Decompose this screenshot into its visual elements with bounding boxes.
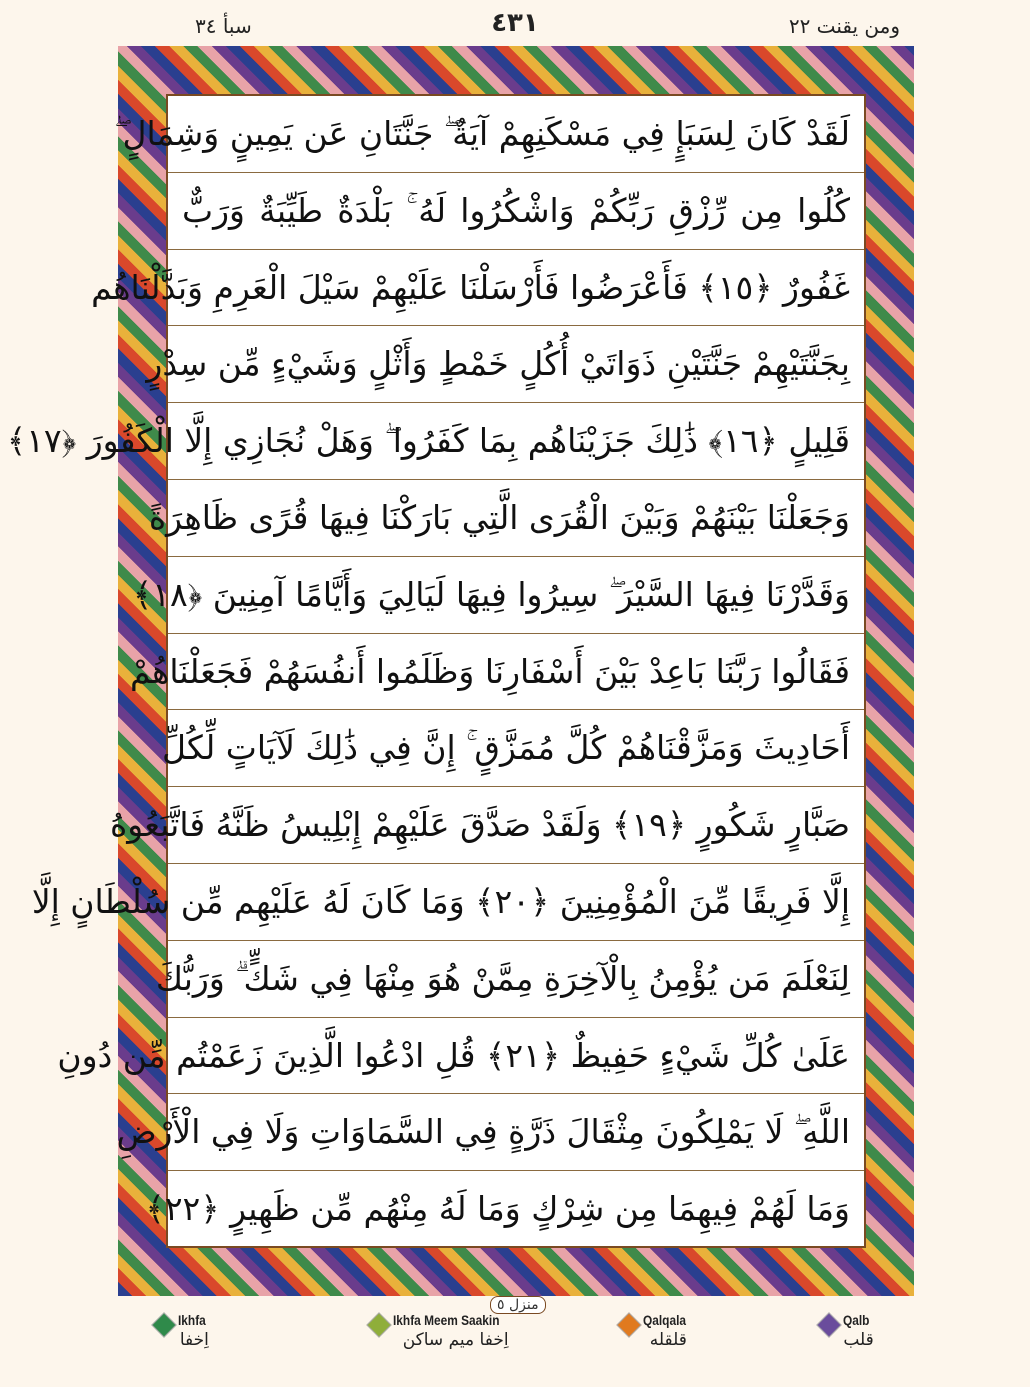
legend-label: Ikhfa <box>178 1312 206 1328</box>
legend-ikhfa-meem-saakin <box>370 1312 518 1350</box>
quran-line: لِنَعْلَمَ مَن يُؤْمِنُ بِالْآخِرَةِ مِمَّنْ هُوَ مِنْهَا فِي شَكٍّ ۗ وَرَبُّكَ <box>168 941 864 1018</box>
legend-label: Qalqala <box>643 1312 687 1328</box>
quran-line: إِلَّا فَرِيقًا مِّنَ الْمُؤْمِنِينَ ﴿٢٠﴾ وَمَا كَانَ لَهُ عَلَيْهِم مِّن سُلْطَانٍ إِلَّا <box>168 864 864 941</box>
quran-line: قَلِيلٍ ﴿١٦﴾ ذَٰلِكَ جَزَيْنَاهُم بِمَا كَفَرُوا ۖ وَهَلْ نُجَازِي إِلَّا الْكَفُورَ ﴿١٧﴾ <box>168 403 864 480</box>
legend-ikhfa <box>155 1312 211 1350</box>
quran-line: عَلَىٰ كُلِّ شَيْءٍ حَفِيظٌ ﴿٢١﴾ قُلِ ادْعُوا الَّذِينَ زَعَمْتُم مِّن دُونِ <box>168 1018 864 1095</box>
legend-label: Qalb <box>843 1312 870 1328</box>
surah-label: سبأ ٣٤ <box>195 14 252 38</box>
diamond-icon <box>616 1312 641 1337</box>
legend-qalqala <box>620 1312 694 1350</box>
legend-label: Ikhfa Meem Saakin <box>393 1312 500 1328</box>
quran-line: غَفُورٌ ﴿١٥﴾ فَأَعْرَضُوا فَأَرْسَلْنَا عَلَيْهِمْ سَيْلَ الْعَرِمِ وَبَدَّلْنَاهُم <box>168 250 864 327</box>
legend-qalb <box>820 1312 874 1350</box>
quran-line: بِجَنَّتَيْهِمْ جَنَّتَيْنِ ذَوَاتَيْ أُكُلٍ خَمْطٍ وَأَثْلٍ وَشَيْءٍ مِّن سِدْرٍ <box>168 326 864 403</box>
quran-line: وَمَا لَهُمْ فِيهِمَا مِن شِرْكٍ وَمَا لَهُ مِنْهُم مِّن ظَهِيرٍ ﴿٢٢﴾ <box>145 1189 850 1229</box>
diamond-icon <box>151 1312 176 1337</box>
legend-arabic: اِخفا <box>179 1330 209 1350</box>
quran-line: أَحَادِيثَ وَمَزَّقْنَاهُمْ كُلَّ مُمَزَّقٍ ۚ إِنَّ فِي ذَٰلِكَ لَآيَاتٍ لِّكُلِّ <box>168 710 864 787</box>
quran-line: فَقَالُوا رَبَّنَا بَاعِدْ بَيْنَ أَسْفَارِنَا وَظَلَمُوا أَنفُسَهُمْ فَجَعَلْنَاهُمْ <box>168 634 864 711</box>
legend-arabic: اِخفا میم ساکن <box>402 1330 509 1350</box>
legend-arabic: قلب <box>843 1330 874 1350</box>
quran-line: صَبَّارٍ شَكُورٍ ﴿١٩﴾ وَلَقَدْ صَدَّقَ عَلَيْهِمْ إِبْلِيسُ ظَنَّهُ فَاتَّبَعُوهُ <box>168 787 864 864</box>
quran-text-area <box>6 94 866 1248</box>
quran-line: اللَّهِ ۖ لَا يَمْلِكُونَ مِثْقَالَ ذَرَّةٍ فِي السَّمَاوَاتِ وَلَا فِي الْأَرْضِ <box>168 1094 864 1171</box>
quran-line: لَقَدْ كَانَ لِسَبَإٍ فِي مَسْكَنِهِمْ آيَةٌ ۖ جَنَّتَانِ عَن يَمِينٍ وَشِمَالٍ ۖ <box>168 96 864 173</box>
quran-line: وَجَعَلْنَا بَيْنَهُمْ وَبَيْنَ الْقُرَى الَّتِي بَارَكْنَا فِيهَا قُرًى ظَاهِرَةً <box>168 480 864 557</box>
quran-line: كُلُوا مِن رِّزْقِ رَبِّكُمْ وَاشْكُرُوا لَهُ ۚ بَلْدَةٌ طَيِّبَةٌ وَرَبٌّ <box>168 173 864 250</box>
legend-arabic: قلقله <box>649 1330 687 1350</box>
quran-line: وَقَدَّرْنَا فِيهَا السَّيْرَ ۖ سِيرُوا فِيهَا لَيَالِيَ وَأَيَّامًا آمِنِينَ ﴿١٨﴾ <box>168 557 864 634</box>
manzil-marker: منزل ٥ <box>490 1296 546 1314</box>
diamond-icon <box>816 1312 841 1337</box>
diamond-icon <box>366 1312 391 1337</box>
page-number: ٤٣١ <box>491 8 539 38</box>
juz-label: ومن يقنت ٢٢ <box>788 14 900 38</box>
